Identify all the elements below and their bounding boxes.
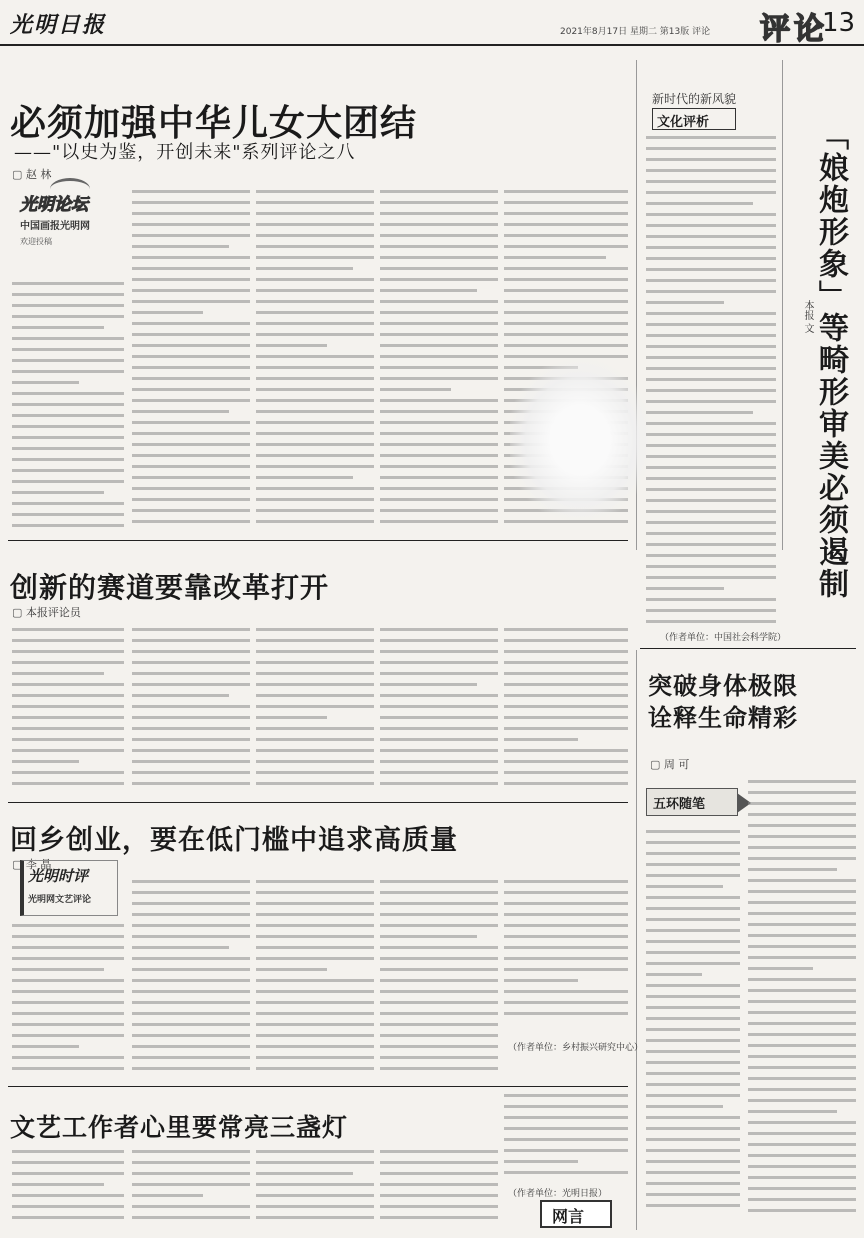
- forum-arc-icon: [50, 178, 90, 200]
- forum-badge-note: 欢迎投稿: [20, 237, 52, 246]
- article-text-column: [646, 136, 776, 636]
- article-byline: ▢ 李 晶: [12, 856, 51, 872]
- column-divider: [636, 650, 637, 1230]
- article-text-column: [748, 780, 856, 1226]
- sharp-badge-title: 光明时评: [28, 867, 89, 885]
- article-text-column: [380, 628, 498, 794]
- article-text-column: [380, 880, 498, 1080]
- article-text-column: [646, 830, 740, 1226]
- niangpao-source-note: （作者单位：中国社会科学院）: [660, 633, 787, 643]
- sharp-comment-badge: [20, 860, 118, 916]
- article-text-column: [132, 880, 250, 1080]
- literature-source-note: （作者单位：光明日报）: [508, 1189, 608, 1199]
- article-byline: ▢ 本报评论员: [12, 604, 81, 620]
- article-text-column: [256, 880, 374, 1080]
- article-text-column: [12, 628, 124, 794]
- section-divider: [8, 540, 628, 541]
- tab-badge: 五环随笔: [646, 788, 738, 816]
- article-byline: ▢ 周 可: [650, 756, 689, 772]
- niangpao-headline: 「娘炮形象」等畸形审美必须遏制: [813, 120, 848, 600]
- article-text-column: [12, 924, 124, 1080]
- article-subtitle: ——"以史为鉴，开创未来"系列评论之八: [14, 142, 356, 163]
- article-headline: 必须加强中华儿女大团结: [10, 102, 418, 144]
- article-headline: 文艺工作者心里要常亮三盏灯: [10, 1113, 349, 1142]
- article-text-column: [256, 190, 374, 532]
- niangpao-byline: 本报 文: [802, 300, 813, 334]
- article-headline: 创新的赛道要靠改革打开: [10, 571, 330, 604]
- article-text-column: [504, 880, 628, 1030]
- date-line: 2021年8月17日 星期二 第13版 评论: [560, 27, 711, 37]
- section-divider: [640, 648, 856, 649]
- article-text-column: [132, 628, 250, 794]
- net-comment-badge: 网言: [540, 1200, 612, 1228]
- article-text-column: [504, 1094, 628, 1184]
- masthead: [0, 0, 864, 46]
- series-tag: 新时代的新风貌: [652, 92, 737, 106]
- article-text-column: [380, 190, 498, 532]
- forum-badge-title: 光明论坛: [20, 195, 88, 215]
- article-text-column: [256, 1150, 374, 1230]
- hometown-source-note: （作者单位：乡村振兴研究中心）: [508, 1043, 644, 1053]
- sharp-badge-sub: 光明网文艺评论: [28, 895, 92, 905]
- forum-badge-sub: 中国画报光明网: [20, 221, 90, 232]
- section-name: 评论: [760, 12, 828, 47]
- section-divider: [8, 802, 628, 803]
- article-headline: 回乡创业，要在低门槛中追求高质量: [10, 825, 458, 856]
- article-text-column: [132, 190, 250, 532]
- paper-name: 光明日报: [10, 12, 107, 38]
- section-divider: [8, 1086, 628, 1087]
- article-text-column: [132, 1150, 250, 1230]
- article-text-column: [256, 628, 374, 794]
- article-text-column: [12, 282, 124, 532]
- series-box: 文化评析: [652, 108, 736, 130]
- ink-smudge: [510, 360, 650, 520]
- article-byline: ▢ 赵 林: [12, 166, 51, 182]
- article-headline: 突破身体极限 诠释生命精彩: [648, 671, 798, 733]
- forum-badge: [20, 190, 120, 274]
- column-divider: [782, 60, 783, 550]
- article-text-column: [504, 628, 628, 794]
- article-text-column: [12, 1150, 124, 1230]
- article-text-column: [380, 1150, 498, 1230]
- page-number: 13: [822, 8, 856, 38]
